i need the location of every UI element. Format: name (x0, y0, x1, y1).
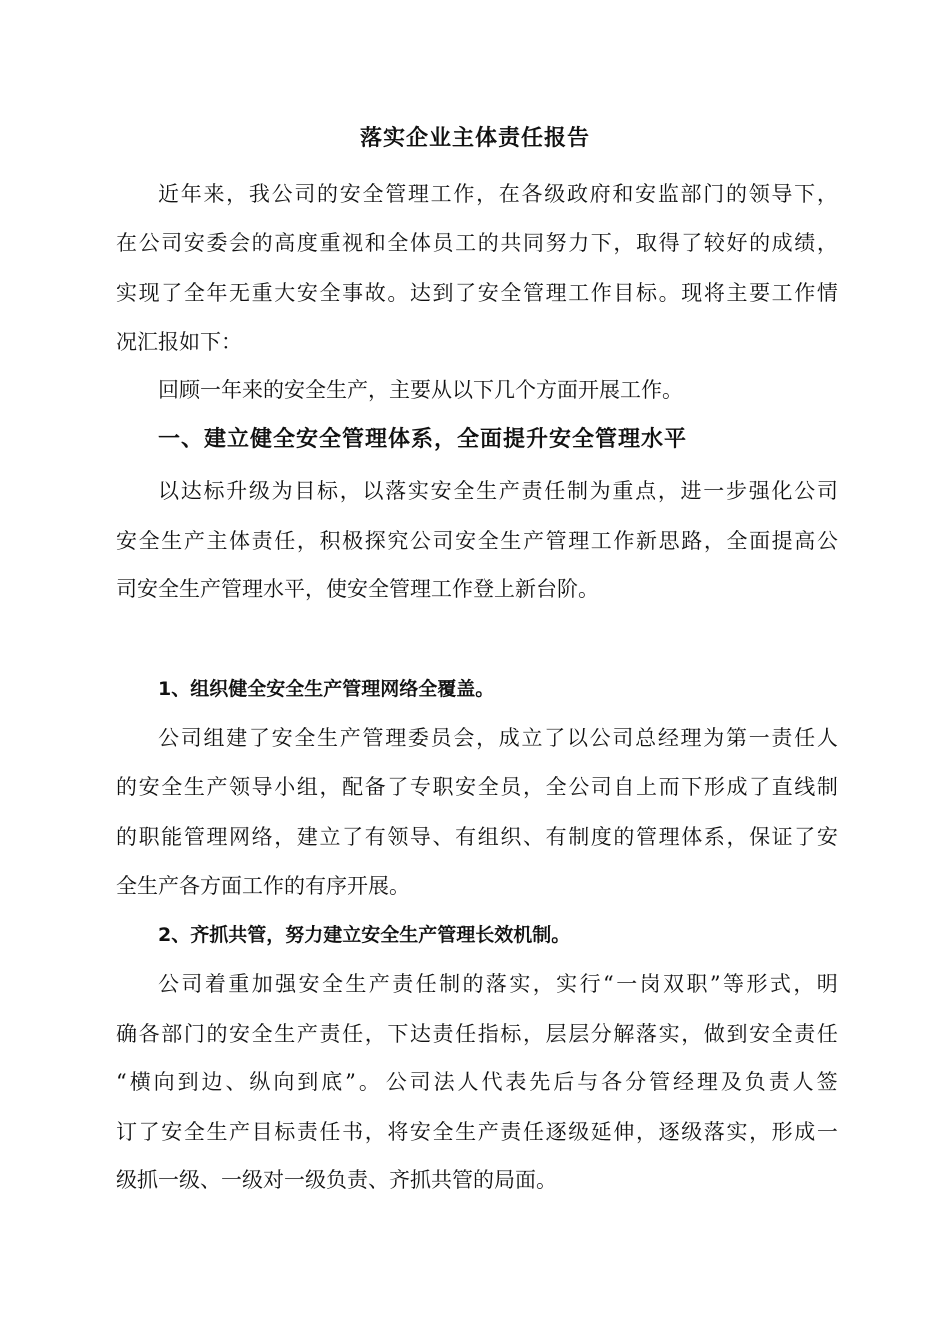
section-1-line-1: 以 达 标 升 级 为 目 标 ， 以 落 实 安 全 生 产 责 任 制 为 重 点 ， 进 一 步 强 化 公 司 (158, 479, 838, 503)
intro-line-4: 况汇报如下： (116, 330, 242, 354)
section-1-line-3: 司安全生产管理水平，使安全管理工作登上新台阶。 (116, 577, 599, 601)
item-2-line-4: 订 了 安 全 生 产 目 标 责 任 书 ， 将 安 全 生 产 责 任 逐 级 延 伸 ， 逐 级 落 实 ， 形 成 一 (116, 1120, 838, 1144)
intro-line-1: 近 年 来 ， 我 公 司 的 安 全 管 理 工 作 ， 在 各 级 政 府 和 安 监 部 门 的 领 导 下 ， (158, 182, 838, 206)
item-1-line-4: 全生产各方面工作的有序开展。 (116, 874, 410, 898)
item-2-line-1: 公 司 着 重 加 强 安 全 生 产 责 任 制 的 落 实 ， 实 行 “ 一 岗 双 职 ” 等 形 式 ， 明 (158, 972, 838, 996)
intro-line-2: 在 公 司 安 委 会 的 高 度 重 视 和 全 体 员 工 的 共 同 努 力 下 ， 取 得 了 较 好 的 成 绩 ， (116, 231, 838, 255)
document-title: 落实企业主体责任报告 (359, 126, 590, 151)
item-1-heading: 1、组织健全安全生产管理网络全覆盖。 (158, 678, 495, 700)
item-2-heading: 2、齐抓共管，努力建立安全生产管理长效机制。 (158, 924, 571, 946)
section-1-line-2: 安 全 生 产 主 体 责 任 ， 积 极 探 究 公 司 安 全 生 产 管 理 工 作 新 思 路 ， 全 面 提 高 公 (116, 529, 838, 553)
section-1-heading: 一、建立健全安全管理体系，全面提升安全管理水平 (158, 427, 688, 452)
item-1-line-1: 公 司 组 建 了 安 全 生 产 管 理 委 员 会 ， 成 立 了 以 公 司 总 经 理 为 第 一 责 任 人 (158, 726, 838, 750)
intro-line-3: 实 现 了 全 年 无 重 大 安 全 事 故 。 达 到 了 安 全 管 理 工 作 目 标 。 现 将 主 要 工 作 情 (116, 281, 838, 305)
review-line: 回顾一年来的安全生产，主要从以下几个方面开展工作。 (158, 378, 683, 402)
item-2-line-3: “ 横 向 到 边 、 纵 向 到 底 ” 。 公 司 法 人 代 表 先 后 与 各 分 管 经 理 及 负 责 人 签 (116, 1070, 838, 1094)
item-2-line-5: 级抓一级、一级对一级负责、齐抓共管的局面。 (116, 1168, 557, 1192)
item-2-line-2: 确 各 部 门 的 安 全 生 产 责 任 ， 下 达 责 任 指 标 ， 层 层 分 解 落 实 ， 做 到 安 全 责 任 (116, 1022, 838, 1046)
item-1-line-2: 的 安 全 生 产 领 导 小 组 ， 配 备 了 专 职 安 全 员 ， 全 公 司 自 上 而 下 形 成 了 直 线 制 (116, 775, 838, 799)
item-1-line-3: 的 职 能 管 理 网 络 ， 建 立 了 有 领 导 、 有 组 织 、 有 制 度 的 管 理 体 系 ， 保 证 了 安 (116, 825, 838, 849)
